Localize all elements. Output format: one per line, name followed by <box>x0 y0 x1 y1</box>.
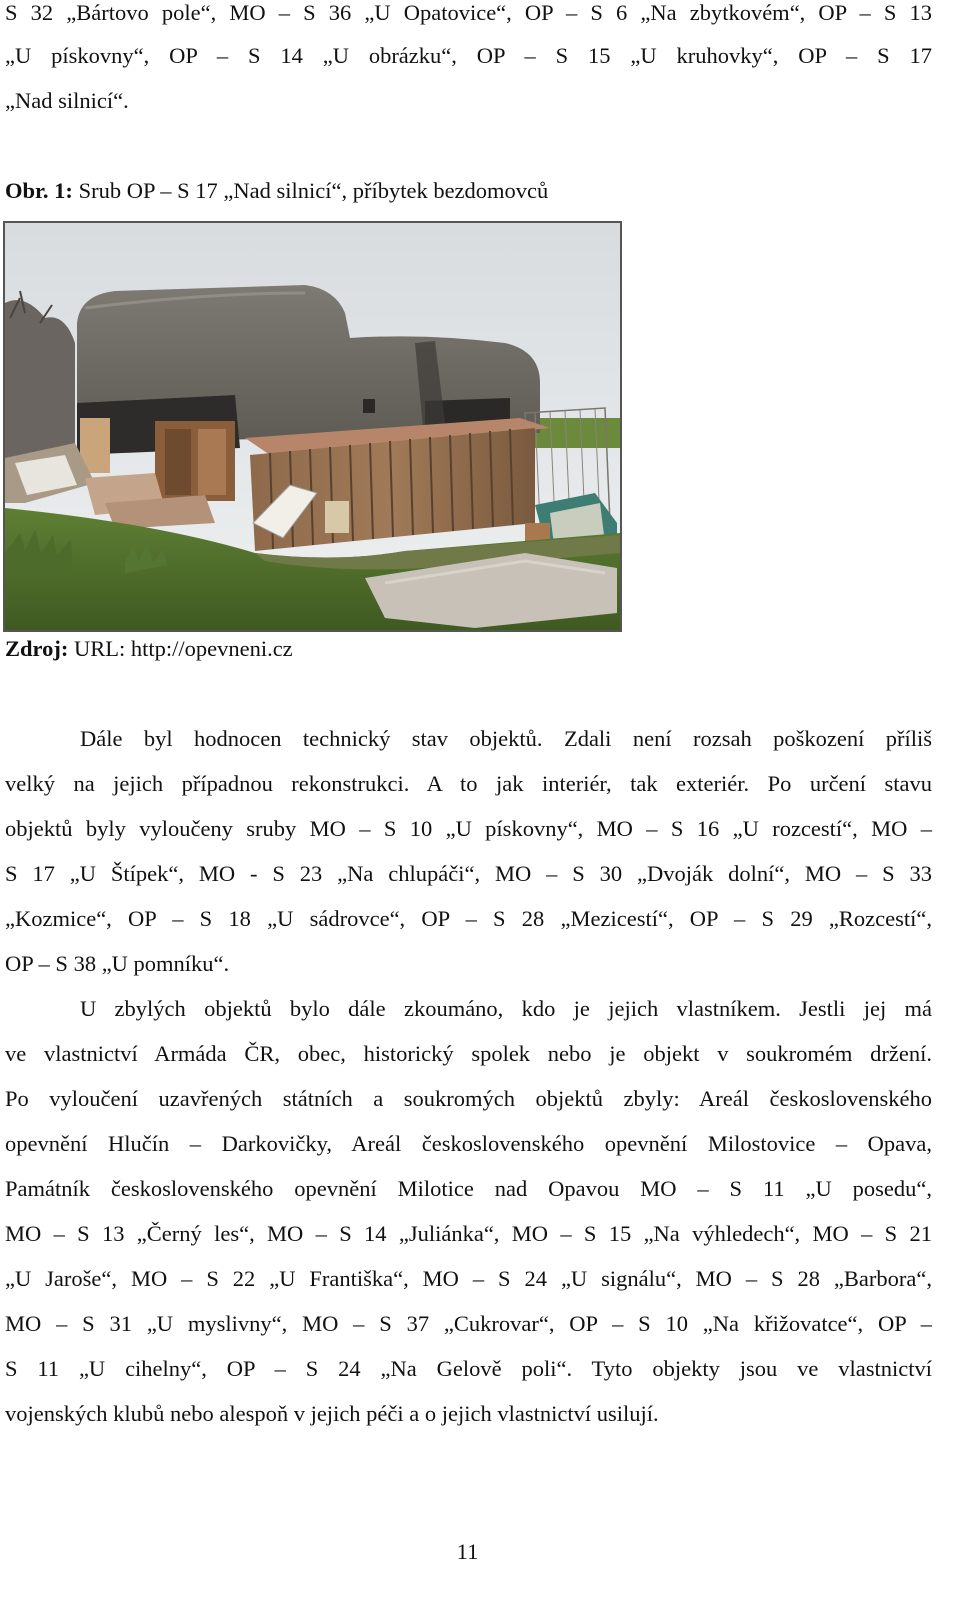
paragraph2-line-2: ve vlastnictví Armáda ČR, obec, historický spolek nebo je objekt v soukromém držení. <box>5 1041 932 1066</box>
paragraph2-line-4: opevnění Hlučín – Darkovičky, Areál československého opevnění Milostovice – Opava, <box>5 1131 932 1156</box>
paragraph2-line-6: MO – S 13 „Černý les“, MO – S 14 „Juliánka“, MO – S 15 „Na výhledech“, MO – S 21 <box>5 1221 932 1246</box>
paragraph2-line-1: U zbylých objektů bylo dále zkoumáno, kdo je jejich vlastníkem. Jestli jej má <box>80 996 932 1021</box>
figure-caption <box>5 176 548 206</box>
paragraph2-line-5: Památník československého opevnění Milotice nad Opavou MO – S 11 „U posedu“, <box>5 1176 932 1201</box>
paragraph2-line-10: vojenských klubů nebo alespoň v jejich péči a o jejich vlastnictví usilují. <box>5 1401 659 1426</box>
figure-source <box>5 634 293 664</box>
page-number: 11 <box>456 1539 479 1564</box>
figure-source-label: Zdroj: <box>5 636 69 661</box>
paragraph1-line-5: „Kozmice“, OP – S 18 „U sádrovce“, OP – S 28 „Mezicestí“, OP – S 29 „Rozcestí“, <box>5 906 932 931</box>
paragraph1-line-3: objektů byly vyloučeny sruby MO – S 10 „U pískovny“, MO – S 16 „U rozcestí“, MO – <box>5 816 932 841</box>
paragraph2-line-3: Po vyloučení uzavřených státních a soukromých objektů zbyly: Areál československého <box>5 1086 932 1111</box>
paragraph2-line-9: S 11 „U cihelny“, OP – S 24 „Na Gelově poli“. Tyto objekty jsou ve vlastnictví <box>5 1356 932 1381</box>
figure-source-text: URL: http://opevneni.cz <box>68 636 293 661</box>
intro-line-3: „Nad silnicí“. <box>5 88 129 113</box>
paragraph1-line-1: Dále byl hodnocen technický stav objektů. Zdali není rozsah poškození příliš <box>80 726 932 751</box>
paragraph1-line-6: OP – S 38 „U pomníku“. <box>5 951 230 976</box>
paragraph2-line-8: MO – S 31 „U myslivny“, MO – S 37 „Cukrovar“, OP – S 10 „Na křižovatce“, OP – <box>5 1311 932 1336</box>
intro-line-2: „U pískovny“, OP – S 14 „U obrázku“, OP – S 15 „U kruhovky“, OP – S 17 <box>5 43 932 68</box>
intro-line-1: S 32 „Bártovo pole“, MO – S 36 „U Opatovice“, OP – S 6 „Na zbytkovém“, OP – S 13 <box>5 0 932 25</box>
paragraph2-line-7: „U Jaroše“, MO – S 22 „U Františka“, MO – S 24 „U signálu“, MO – S 28 „Barbora“, <box>5 1266 932 1291</box>
figure-caption-text: Srub OP – S 17 „Nad silnicí“, příbytek bezdomovců <box>72 178 549 203</box>
bunker-photo-illustration <box>5 223 620 630</box>
paragraph1-line-4: S 17 „U Štípek“, MO - S 23 „Na chlupáči“, MO – S 30 „Dvoják dolní“, MO – S 33 <box>5 861 932 886</box>
paragraph1-line-2: velký na jejich případnou rekonstrukci. A to jak interiér, tak exteriér. Po určení stavu <box>5 771 932 796</box>
figure-caption-label: Obr. 1: <box>5 178 73 203</box>
bunker-photo <box>3 221 622 632</box>
